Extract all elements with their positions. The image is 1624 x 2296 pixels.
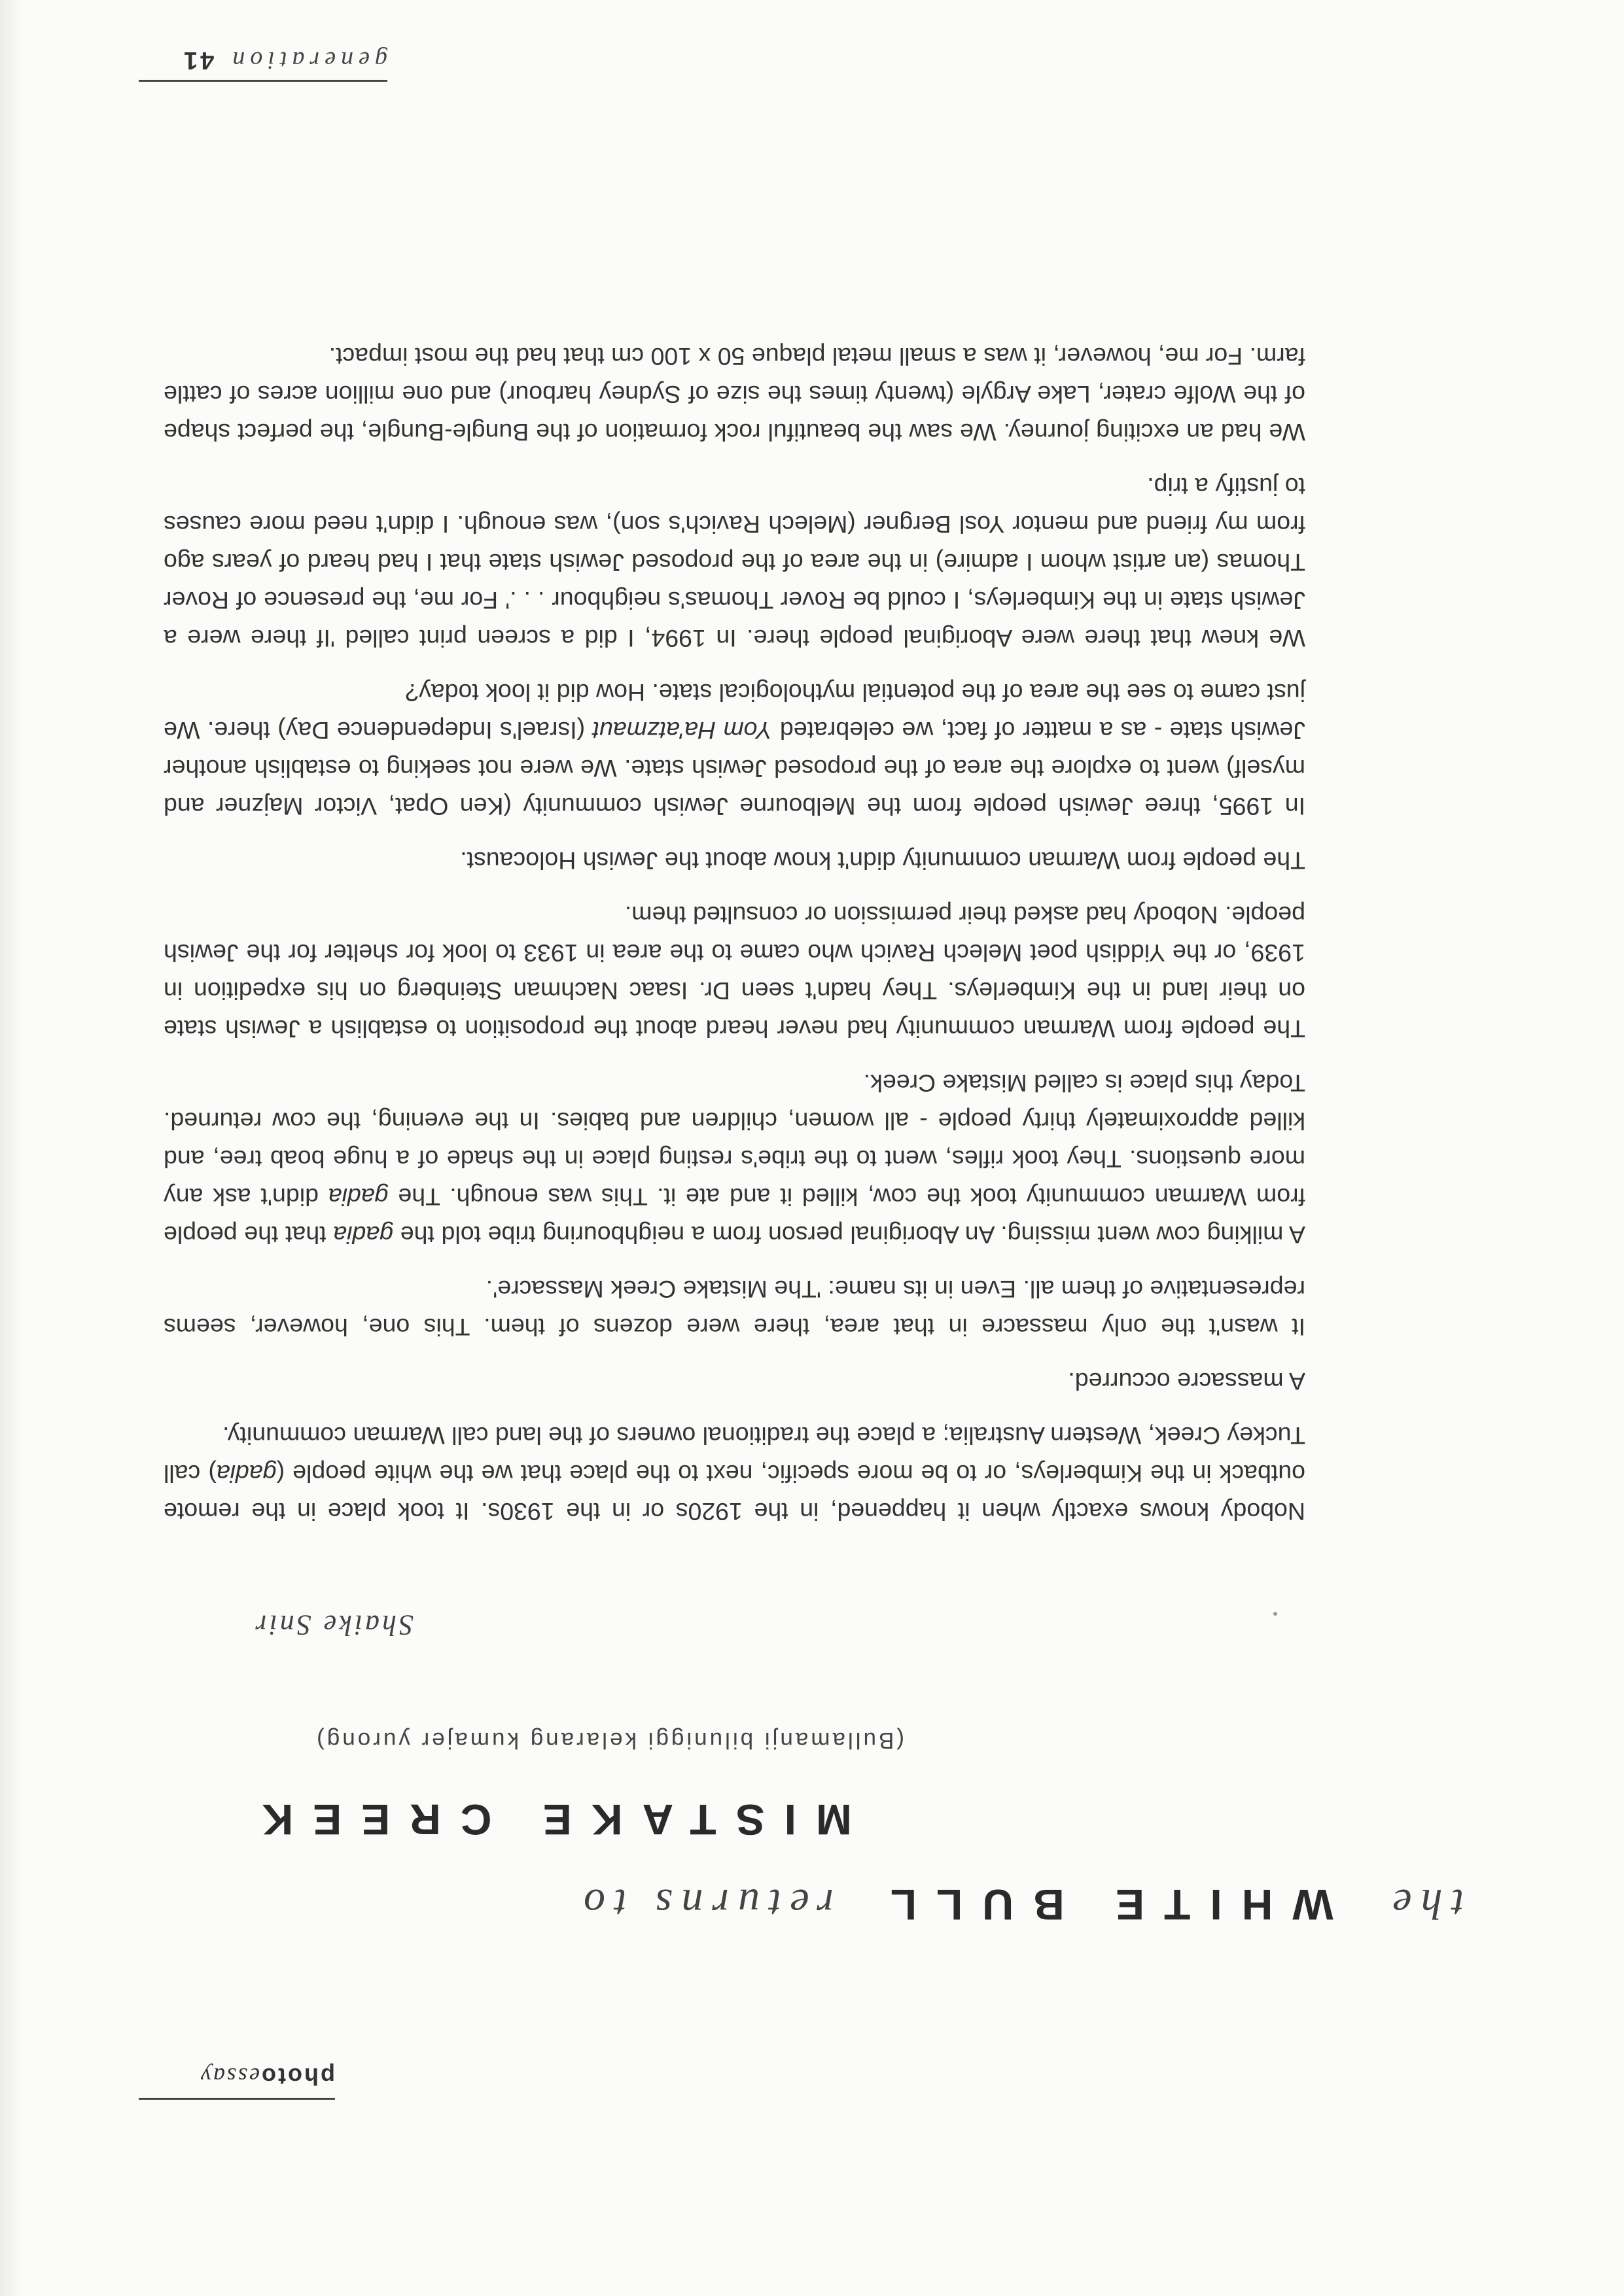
- scan-edge-shadow: [0, 0, 22, 2296]
- scan-speck: [1273, 1612, 1277, 1616]
- section-tag-italic: essay: [199, 2063, 260, 2089]
- paragraph-3: It wasn't the only massacre in that area, there were dozens of them. This one, however, seems representative of them all. Even in its name: 'The Mistake Creek Massacre'.: [164, 1276, 1305, 1341]
- paragraph-7-text-a: In 1995, three Jewish people from the Melbourne Jewish community (Ken Opat, Victor Majzner and myself) went to explore the area of the proposed Jewish state. We were not seeking to establish another Jewish state - as a matter of fact, we celebrated: [164, 717, 1305, 820]
- paragraph-5: The people from Warman community had never heard about the proposition to establish a Jewish state on their land in the Kimberleys. They hadn't seen Dr. Isaac Nachman Steinberg on his expedition in 1939, or the Yiddish poet Melech Ravich who came to the area in 1933 to look for shelter for the Jewish people. Nobody had asked their permission or consulted them.: [164, 901, 1305, 1043]
- paragraph-4-text-b: that the people from Warman community took the cow, killed it and ate it. This was enough. The: [164, 1183, 1305, 1249]
- title-line-1: [122, 1879, 1464, 1930]
- paragraph-4: [164, 1064, 1305, 1254]
- title-white-bull: WHITE BULL: [870, 1881, 1333, 1929]
- paragraph-6: The people from Warman community didn't know about the Jewish Holocaust.: [460, 847, 1305, 875]
- author-name: Shaike Snir: [253, 1609, 414, 1641]
- footer-section-name: generation: [227, 46, 387, 74]
- paragraph-1-text: Nobody knows exactly when it happened, in the 1920s or in the 1930s. It took place in the remote outback in the Kimberleys, or to be more specific, next to the place that we the white people (: [164, 1460, 1305, 1525]
- paragraph-7-text-b: (Israel's Independence Day) there. We just came to see the area of the potential mythological state. How did it look today?: [164, 679, 1305, 744]
- paragraph-1: [164, 1417, 1305, 1531]
- title-mistake-creek: MISTAKE CREEK: [242, 1796, 852, 1844]
- article-body: [164, 321, 1305, 1531]
- page-number: 41: [181, 46, 215, 74]
- paragraph-7: [164, 674, 1305, 826]
- title-subtitle: (Bullamanji biluniggi kelarang kumajer yurong): [314, 1728, 904, 1753]
- paragraph-1-gadia: gadia: [216, 1460, 277, 1487]
- paragraph-2: A massacre occurred.: [1068, 1368, 1305, 1395]
- title-the: the: [1383, 1880, 1464, 1928]
- paragraph-4-gadia-2: gadia: [328, 1183, 389, 1211]
- title-returns-to: returns to: [574, 1880, 834, 1928]
- page-footer: [139, 46, 387, 82]
- paragraph-8: We knew that there were Aboriginal people there. In 1994, I did a screen print called 'If there were a Jewish state in the Kimberleys, I could be Rover Thomas's neighbour . . .' For me, the presence of Rover Thomas (an artist whom I admire) in the area of the proposed Jewish state that I had heard of years ago from my friend and mentor Yosl Bergner (Melech Ravich's son), was enough. I didn't need more causes to justify a trip.: [164, 473, 1305, 652]
- paragraph-9: We had an exciting journey. We saw the beautiful rock formation of the Bungle-Bungle, the perfect shape of the Wolfe crater, Lake Argyle (twenty times the size of Sydney harbour) and one million acres of cattle farm. For me, however, it was a small metal plaque 50 x 100 cm that had the most impact.: [164, 343, 1305, 446]
- paragraph-4-text-a: A milking cow went missing. An Aboriginal person from a neighbouring tribe told the: [393, 1221, 1305, 1249]
- paragraph-4-gadia-1: gadia: [333, 1221, 394, 1249]
- paragraph-1-rest: ) call Tuckey Creek, Western Australia; a place the traditional owners of the land call Warman community.: [164, 1422, 1305, 1487]
- paragraph-4-text-c: didn't ask any more questions. They took rifles, went to the tribe's resting place in the shade of a huge boab tree, and killed approximately thirty people - all women, children and babies. In the evening, the cow returned. Today this place is called Mistake Creek.: [164, 1070, 1305, 1211]
- section-tag-bold: photo: [260, 2063, 335, 2090]
- section-tag: [139, 2062, 335, 2100]
- paragraph-7-yom-haatzmaut: Yom Ha'atzmaut: [592, 717, 773, 744]
